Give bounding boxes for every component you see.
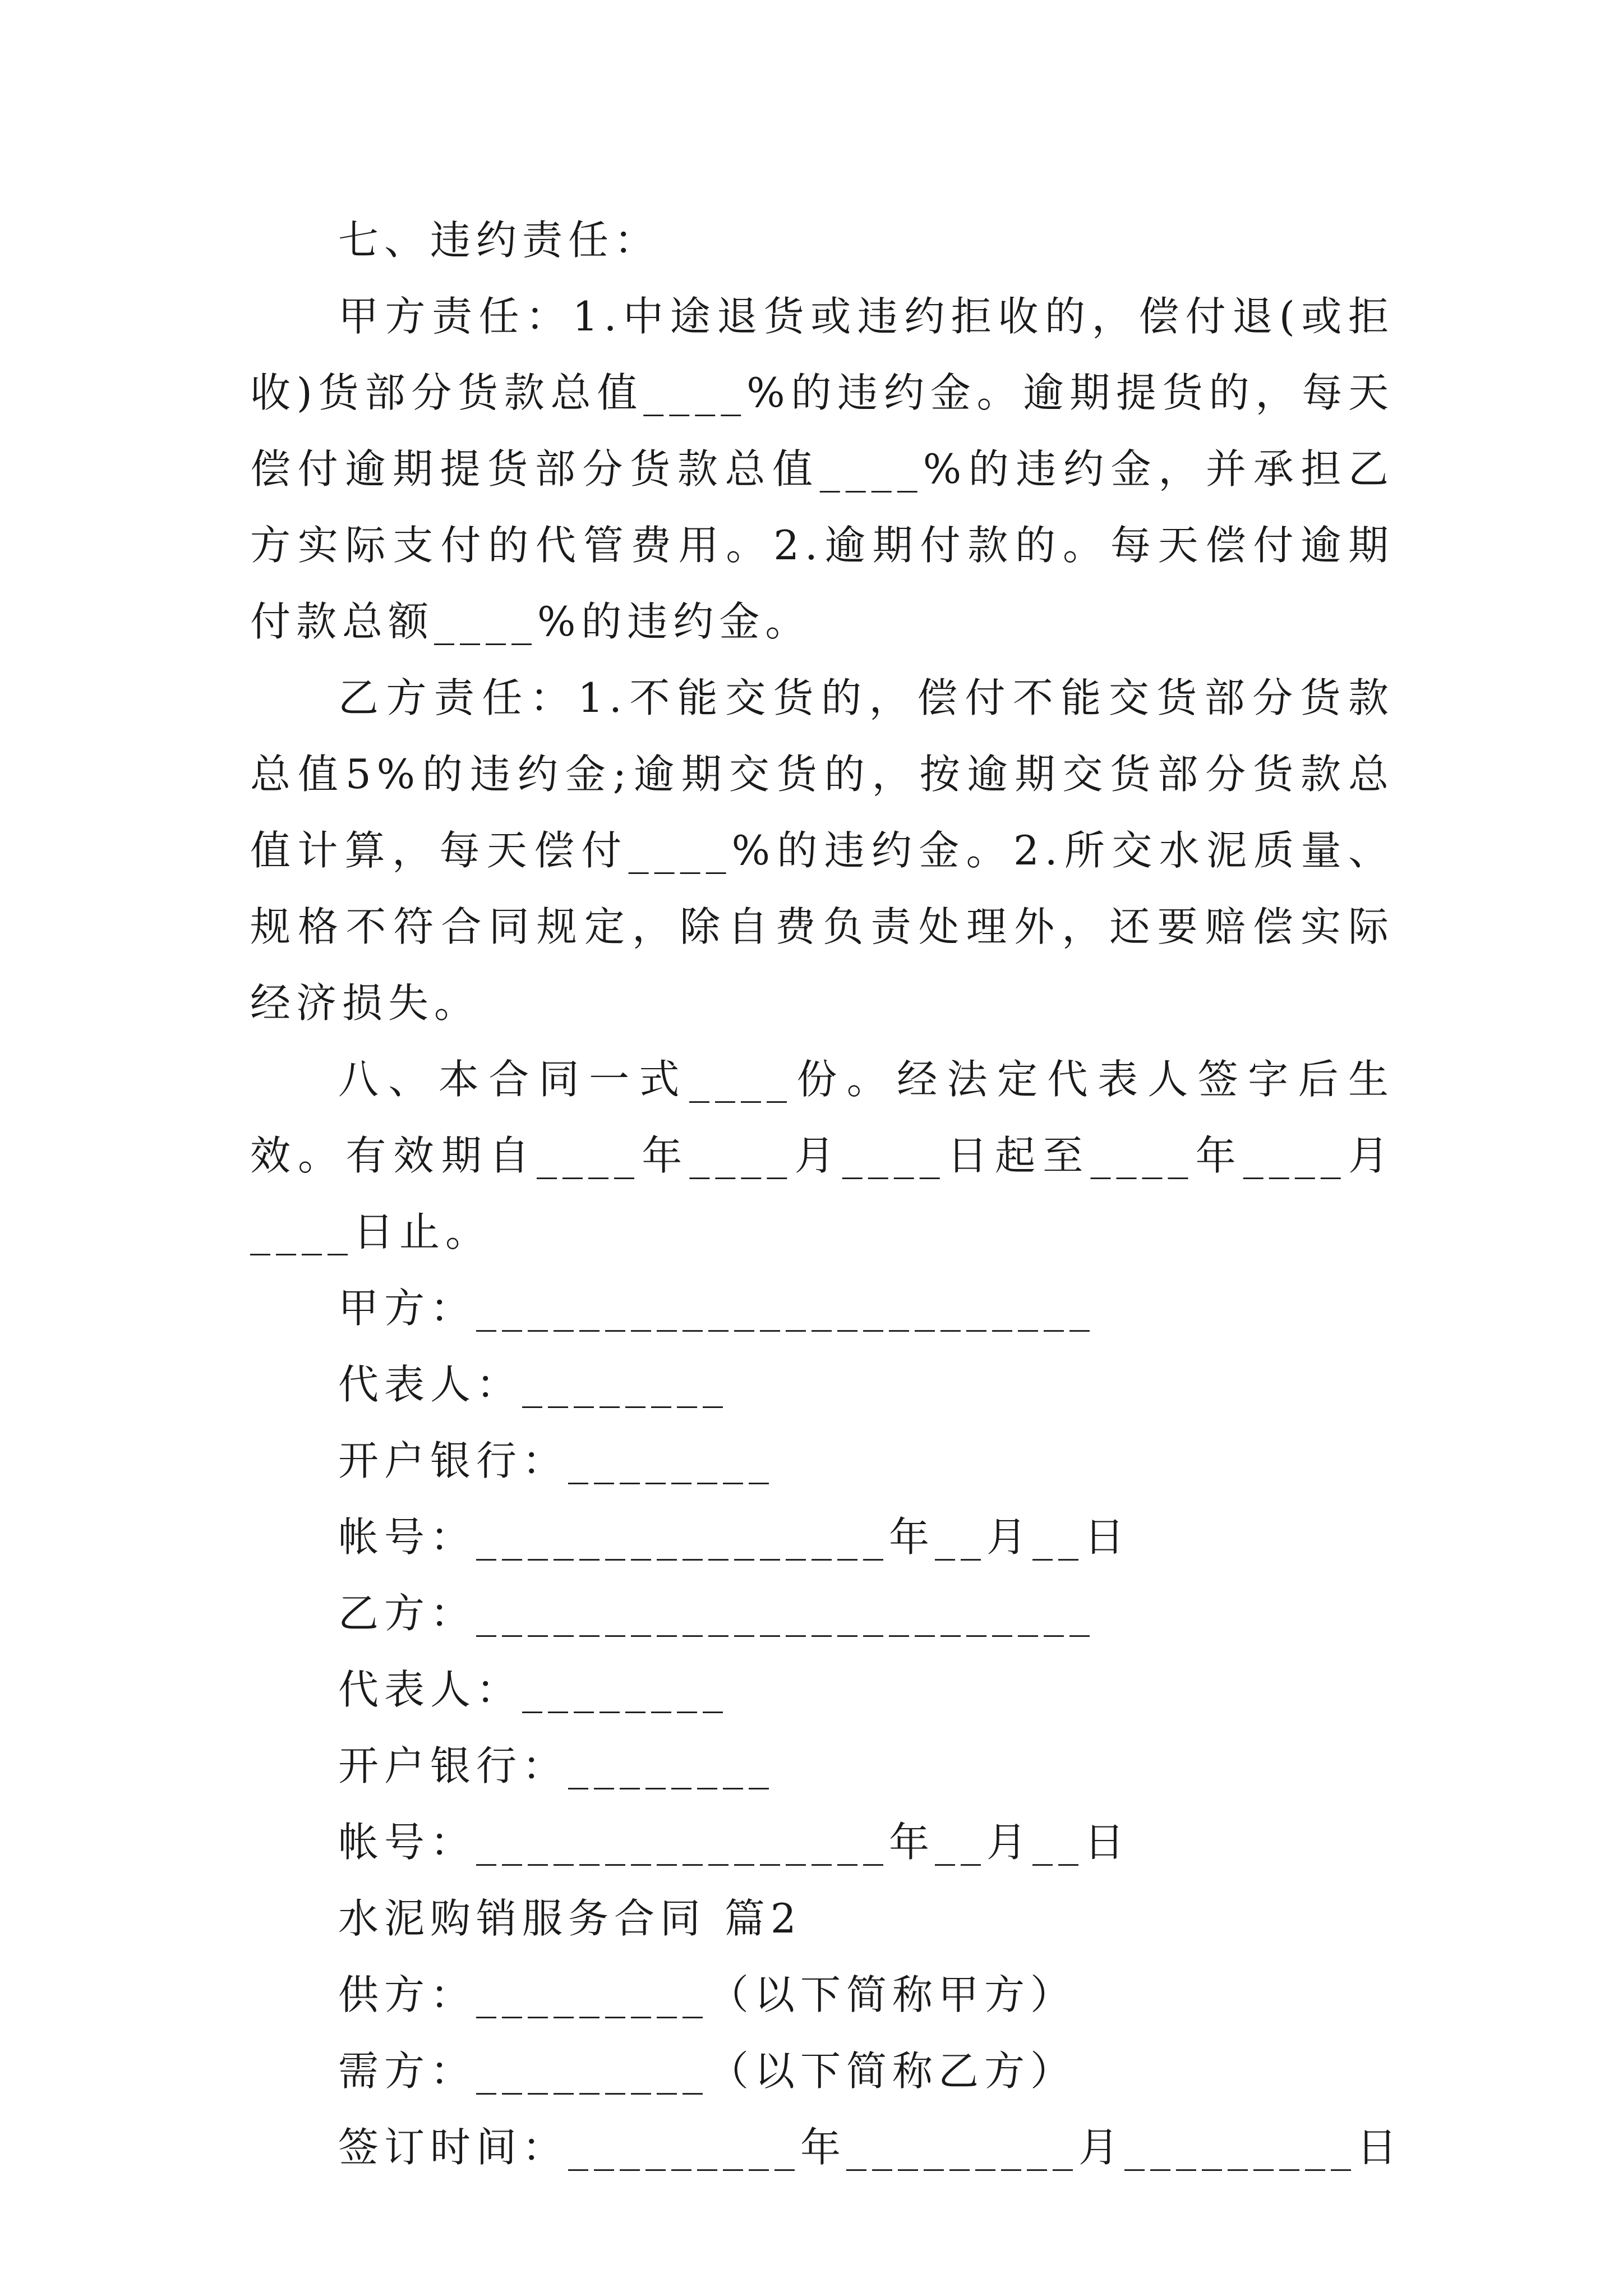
supplier-field: 供方：_________（以下简称甲方） bbox=[338, 1971, 1077, 2018]
party-b-account-date-field: 帐号：________________年__月__日 bbox=[338, 1819, 1131, 1866]
party-a-account-date-field: 帐号：________________年__月__日 bbox=[338, 1513, 1131, 1561]
buyer-field: 需方：_________（以下简称乙方） bbox=[338, 2047, 1077, 2095]
party-b-representative-field: 代表人：________ bbox=[338, 1666, 729, 1713]
contract-2-title: 水泥购销服务合同 篇2 bbox=[338, 1895, 802, 1942]
party-a-liability-paragraph: 甲方责任：1.中途退货或违约拒收的，偿付退(或拒收)货部分货款总值____%的违约金。逾期提货的，每天偿付逾期提货部分货款总值____%的违约金，并承担乙方实际支付的代管费用。2.逾期付款的。每天偿付逾期付款总额____%的违约金。 bbox=[250, 293, 1394, 645]
party-a-bank-field: 开户银行：________ bbox=[338, 1437, 775, 1484]
signing-date-field: 签订时间：_________年_________月_________日 bbox=[338, 2124, 1403, 2171]
document-page bbox=[250, 202, 1403, 2185]
party-a-field: 甲方：________________________ bbox=[338, 1285, 1096, 1332]
party-b-field: 乙方：________________________ bbox=[338, 1590, 1096, 1637]
party-a-representative-field: 代表人：________ bbox=[338, 1361, 729, 1408]
section-heading-liability: 七、违约责任： bbox=[338, 217, 661, 264]
contract-copies-validity-paragraph: 八、本合同一式____份。经法定代表人签字后生效。有效期自____年____月____日起至____年____月____日止。 bbox=[250, 1056, 1394, 1255]
party-b-bank-field: 开户银行：________ bbox=[338, 1742, 775, 1789]
party-b-liability-paragraph: 乙方责任：1.不能交货的，偿付不能交货部分货款总值5%的违约金;逾期交货的，按逾期交货部分货款总值计算，每天偿付____%的违约金。2.所交水泥质量、规格不符合同规定，除自费负责处理外，还要赔偿实际经济损失。 bbox=[250, 674, 1394, 1027]
